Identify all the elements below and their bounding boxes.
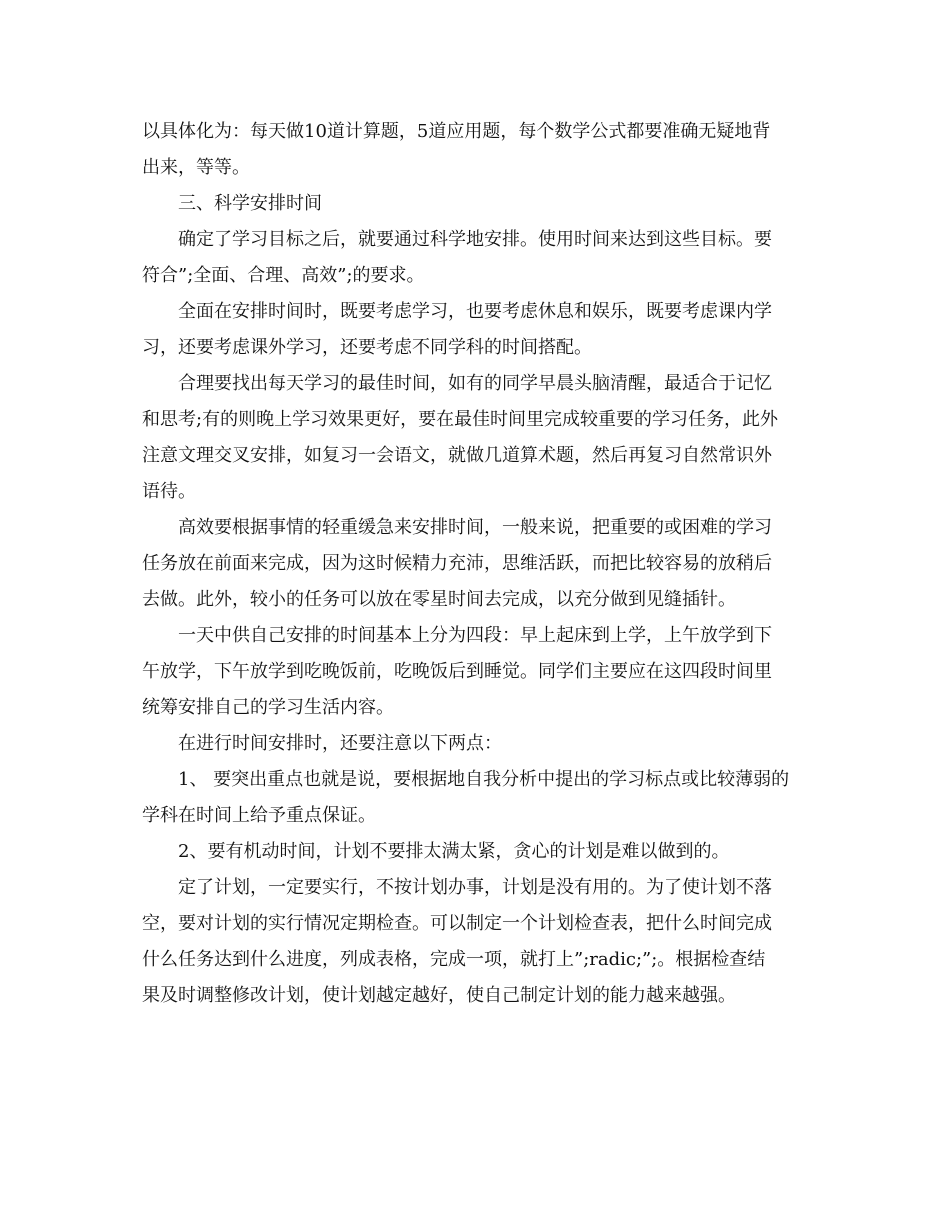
text-line: 合理要找出每天学习的最佳时间，如有的同学早晨头脑清醒，最适合于记忆 <box>178 373 772 394</box>
text-line: 空，要对计划的实行情况定期检查。可以制定一个计划检查表，把什么时间完成 <box>142 913 772 934</box>
text-line: 果及时调整修改计划，使计划越定越好，使自己制定计划的能力越来越强。 <box>142 985 736 1006</box>
text-line: 定了计划，一定要实行，不按计划办事，计划是没有用的。为了使计划不落 <box>178 877 772 898</box>
text-line: 注意文理交叉安排，如复习一会语文，就做几道算术题，然后再复习自然常识外 <box>142 445 772 466</box>
text-line: 1、 要突出重点也就是说，要根据地自我分析中提出的学习标点或比较薄弱的 <box>178 769 790 790</box>
text-line: 出来，等等。 <box>142 157 250 178</box>
paragraph <box>142 294 814 366</box>
text-line: 确定了学习目标之后，就要通过科学地安排。使用时间来达到这些目标。要 <box>178 229 772 250</box>
text-line: 一天中供自己安排的时间基本上分为四段：早上起床到上学，上午放学到下 <box>178 625 772 646</box>
text-line: 以具体化为：每天做10道计算题，5道应用题，每个数学公式都要准确无疑地背 <box>142 121 771 142</box>
text-line: 在进行时间安排时，还要注意以下两点： <box>178 733 502 754</box>
text-line: 去做。此外，较小的任务可以放在零星时间去完成，以充分做到见缝插针。 <box>142 589 736 610</box>
text-line: 全面在安排时间时，既要考虑学习，也要考虑休息和娱乐，既要考虑课内学 <box>178 301 772 322</box>
text-line: 任务放在前面来完成，因为这时候精力充沛，思维活跃，而把比较容易的放稍后 <box>142 553 772 574</box>
paragraph <box>142 222 814 294</box>
paragraph <box>142 726 814 762</box>
paragraph <box>142 510 814 618</box>
text-line: 符合”;全面、合理、高效”;的要求。 <box>142 265 425 286</box>
text-line: 和思考;有的则晚上学习效果更好，要在最佳时间里完成较重要的学习任务，此外 <box>142 409 779 430</box>
heading-text: 三、科学安排时间 <box>178 193 322 214</box>
text-line: 午放学，下午放学到吃晚饭前，吃晚饭后到睡觉。同学们主要应在这四段时间里 <box>142 661 772 682</box>
paragraph <box>142 366 814 510</box>
text-line: 习，还要考虑课外学习，还要考虑不同学科的时间搭配。 <box>142 337 592 358</box>
text-line: 语待。 <box>142 481 196 502</box>
paragraph-continuation <box>142 114 814 186</box>
list-item-paragraph <box>142 762 814 834</box>
text-line: 高效要根据事情的轻重缓急来安排时间，一般来说，把重要的或困难的学习 <box>178 517 772 538</box>
paragraph <box>142 618 814 726</box>
text-line: 2、要有机动时间，计划不要排太满太紧，贪心的计划是难以做到的。 <box>178 841 730 862</box>
section-heading <box>142 186 814 222</box>
text-line: 什么任务达到什么进度，列成表格，完成一项，就打上”;radic;”;。根据检查结 <box>142 949 766 970</box>
document-page <box>142 114 814 1014</box>
text-line: 学科在时间上给予重点保证。 <box>142 805 376 826</box>
text-line: 统筹安排自己的学习生活内容。 <box>142 697 394 718</box>
list-item-paragraph <box>142 834 814 870</box>
paragraph <box>142 870 814 1014</box>
